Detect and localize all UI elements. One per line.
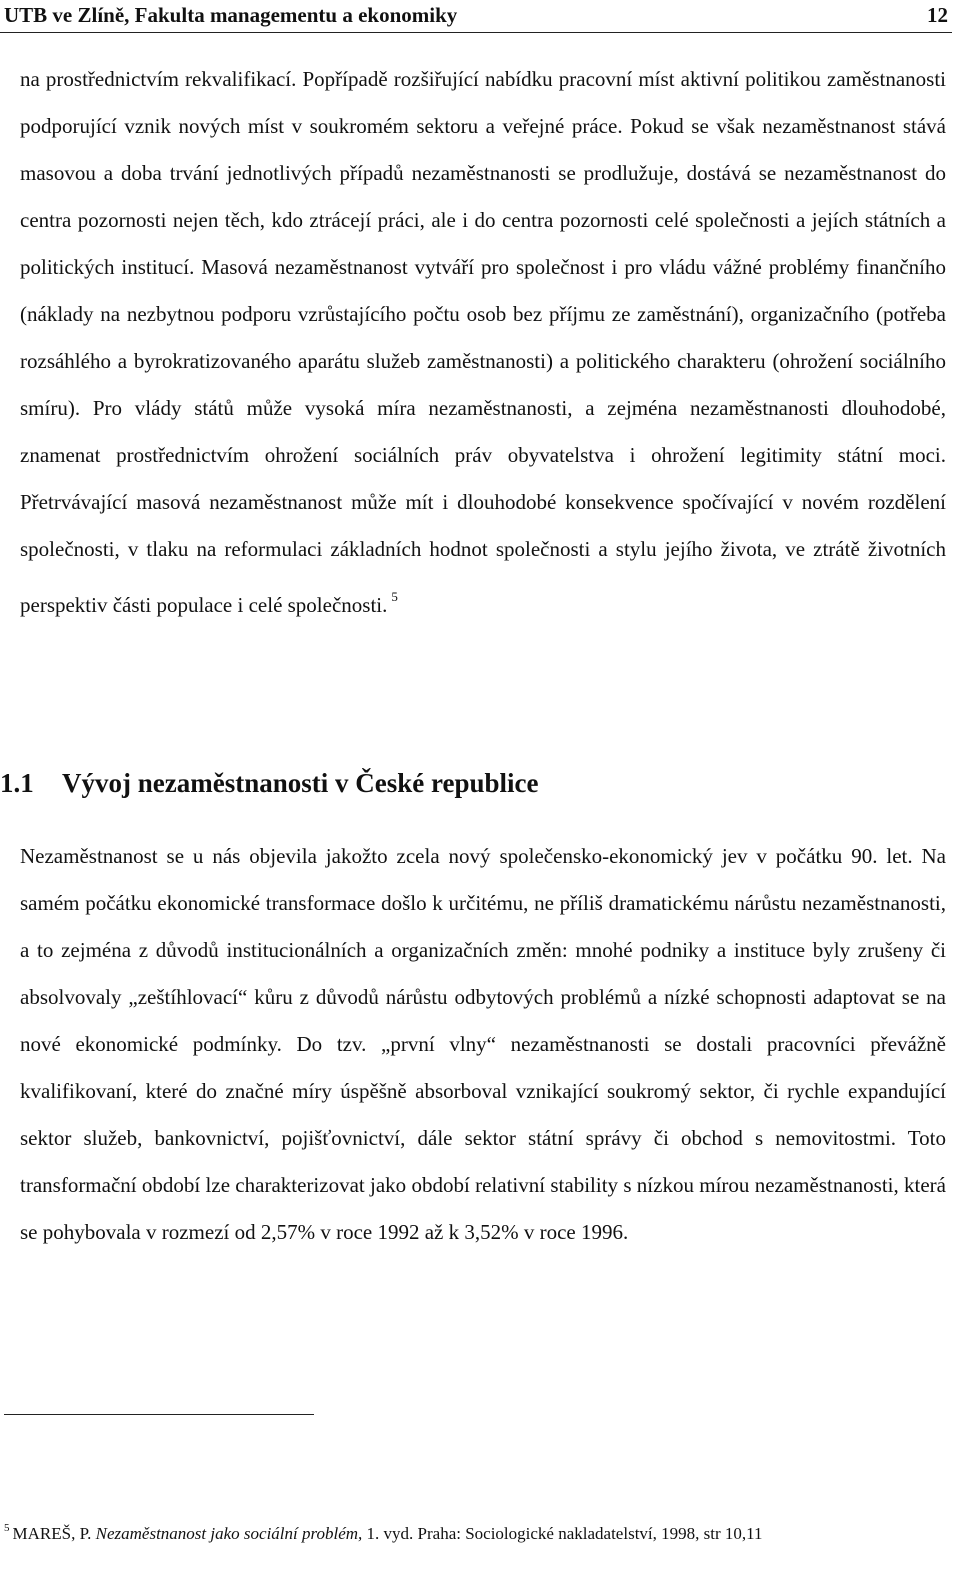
footnote-number: 5	[4, 1522, 10, 1534]
footnote-reference: 5	[391, 589, 398, 604]
section-title: Vývoj nezaměstnanosti v České republice	[62, 768, 539, 798]
footnote-title: Nezaměstnanost jako sociální problém,	[95, 1524, 363, 1543]
body-text-section	[20, 833, 946, 1256]
page-number: 12	[927, 3, 948, 27]
header-title: UTB ve Zlíně, Fakulta managementu a ekonomiky	[4, 3, 458, 27]
paragraph	[20, 56, 946, 629]
footnote-author: MAREŠ, P.	[12, 1524, 92, 1543]
body-text-top	[20, 56, 946, 629]
footnote-publication: 1. vyd. Praha: Sociologické nakladatelství, 1998, str 10,11	[366, 1524, 763, 1543]
section-number: 1.1	[0, 768, 34, 798]
footnote-divider	[4, 1414, 314, 1415]
paragraph: Nezaměstnanost se u nás objevila jakožto zcela nový společensko-ekonomický jev v počátku 90. let. Na samém počátku ekonomické transformace došlo k určitému, ne příliš dramatickému nárůstu nezaměstnanosti, a to zejména z důvodů institucionálních a organizačních změn: mnohé podniky a instituce byly zrušeny či absolvovaly „zeštíhlovací“ kůru z důvodů nárůstu odbytových problémů a nízké schopnosti adaptovat se na nové ekonomické podmínky. Do tzv. „první vlny“ nezaměstnanosti se dostali pracovníci převážně kvalifikovaní, které do značné míry úspěšně absorboval vznikající soukromý sektor, či rychle expandující sektor služeb, bankovnictví, pojišťovnictví, dále sektor státní správy či obchod s nemovitostmi. Toto transformační období lze charakterizovat jako období relativní stability s nízkou mírou nezaměstnanosti, která se pohybovala v rozmezí od 2,57% v roce 1992 až k 3,52% v roce 1996.	[20, 844, 946, 1244]
footnote	[4, 1514, 944, 1548]
page-header	[0, 0, 952, 33]
paragraph-text: na prostřednictvím rekvalifikací. Popřípadě rozšiřující nabídku pracovní míst aktivní politikou zaměstnanosti podporující vznik nových míst v soukromém sektoru a veřejné práce. Pokud se však nezaměstnanost stává masovou a doba trvání jednotlivých případů nezaměstnanosti se prodlužuje, dostává se nezaměstnanost do centra pozornosti nejen těch, kdo ztrácejí práci, ale i do centra pozornosti celé společnosti a jejích státních a politických institucí. Masová nezaměstnanost vytváří pro společnost i pro vládu vážné problémy finančního (náklady na nezbytnou podporu vzrůstajícího počtu osob bez příjmu ze zaměstnání), organizačního (potřeba rozsáhlého a byrokratizovaného aparátu služeb zaměstnanosti) a politického charakteru (ohrožení sociálního smíru). Pro vlády států může vysoká míra nezaměstnanosti, a zejména nezaměstnanosti dlouhodobé, znamenat prostřednictvím ohrožení sociálních práv obyvatelstva i ohrožení legitimity státní moci. Přetrvávající masová nezaměstnanost může mít i dlouhodobé konsekvence spočívající v novém rozdělení společnosti, v tlaku na reformulaci základních hodnot společnosti a stylu jejího života, ve ztrátě životních perspektiv části populace i celé společnosti.	[20, 67, 946, 617]
section-heading	[0, 768, 538, 799]
